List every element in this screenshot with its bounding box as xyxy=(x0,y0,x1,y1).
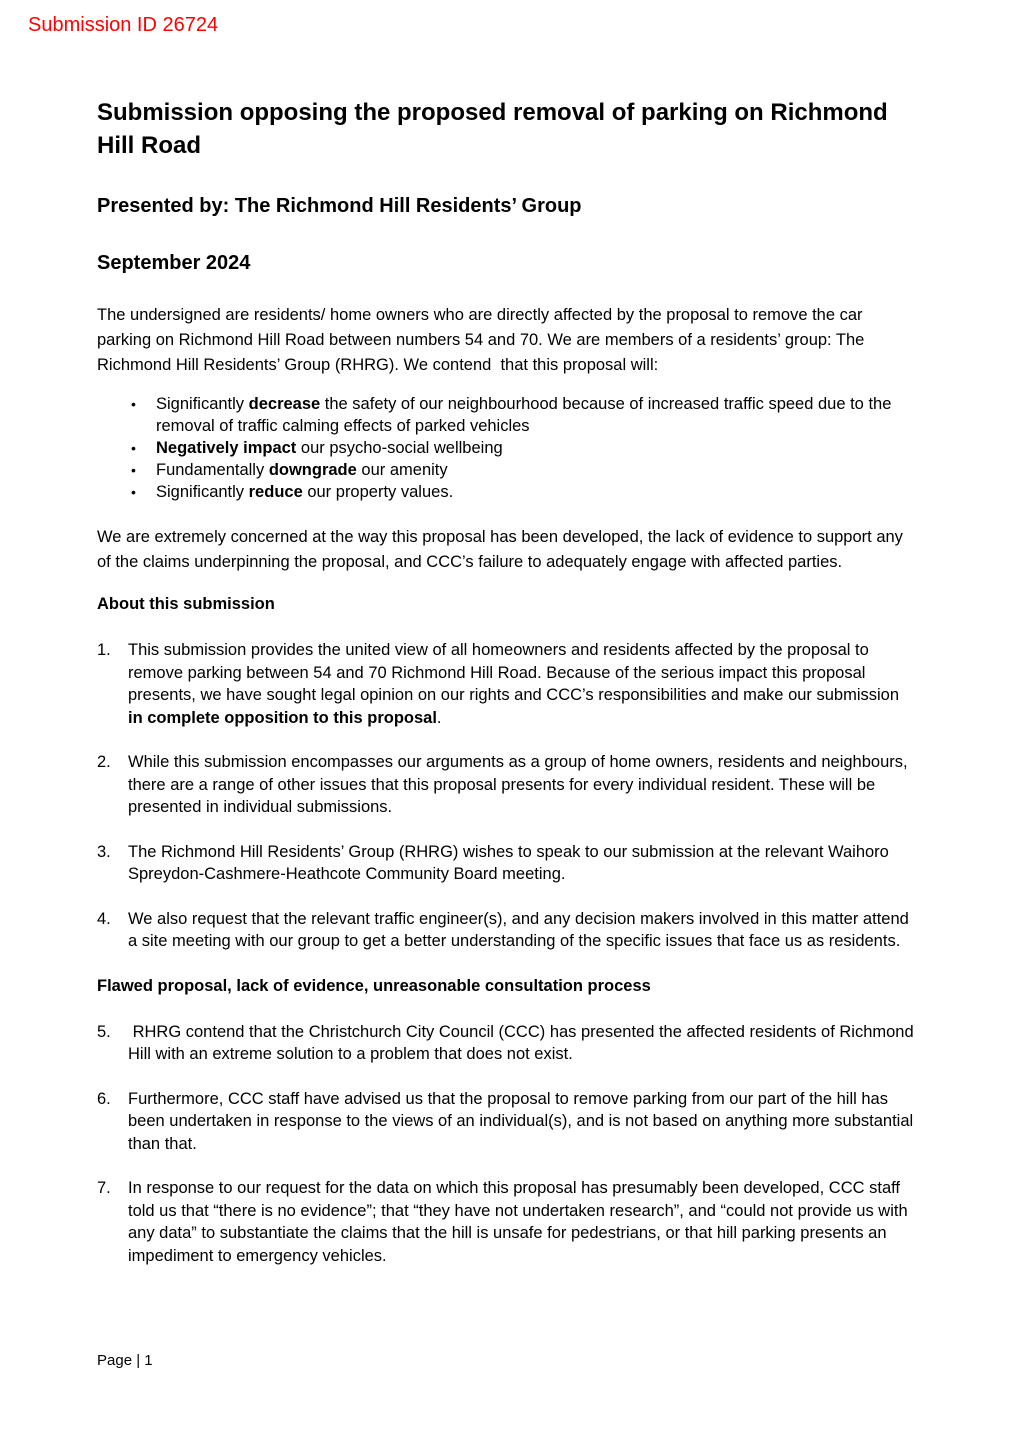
presented-by-heading: Presented by: The Richmond Hill Residents’ Group xyxy=(97,195,582,217)
numbered-list-item xyxy=(97,751,915,819)
item-number: 6. xyxy=(97,1089,111,1108)
bullet-icon: • xyxy=(131,462,136,478)
document-title: Submission opposing the proposed removal of parking on Richmond Hill Road xyxy=(97,99,895,159)
bullet-item-text: Negatively impact our psycho-social wellbeing xyxy=(156,439,503,457)
bullet-item-text: Significantly decrease the safety of our neighbourhood because of increased traffic speed due to the removal of traffic calming effects of parked vehicles xyxy=(156,395,896,435)
item-number: 4. xyxy=(97,909,111,928)
submission-id-label: Submission ID 26724 xyxy=(28,14,219,36)
numbered-list-item xyxy=(97,1021,919,1066)
item-number: 5. xyxy=(97,1022,111,1041)
bullet-icon: • xyxy=(131,396,136,412)
item-text: This submission provides the united view of all homeowners and residents affected by the proposal to remove parking between 54 and 70 Richmond Hill Road. Because of the serious impact this proposal presents, we have sought legal opinion on our rights and CCC’s responsibilities and make our submission in complete opposition to this proposal. xyxy=(128,641,904,727)
section-heading-flawed-proposal: Flawed proposal, lack of evidence, unreasonable consultation process xyxy=(97,976,651,995)
bullet-icon: • xyxy=(131,484,136,500)
item-text: We also request that the relevant traffic engineer(s), and any decision makers involved in this matter attend a site meeting with our group to get a better understanding of the specific issues that face us as residents. xyxy=(128,909,914,950)
about-numbered-list xyxy=(97,639,915,953)
item-number: 3. xyxy=(97,842,111,861)
numbered-list-item xyxy=(97,1177,915,1267)
numbered-list-item xyxy=(97,841,915,886)
numbered-list-item xyxy=(97,639,915,729)
item-number: 7. xyxy=(97,1179,111,1197)
bullet-list-item xyxy=(97,481,915,503)
page-number-footer: Page | 1 xyxy=(97,1352,153,1369)
numbered-list-item xyxy=(97,1088,918,1156)
numbered-list-item xyxy=(97,908,915,953)
item-text: Furthermore, CCC staff have advised us that the proposal to remove parking from our part of the hill has been undertaken in response to the views of an individual(s), and is not based on anything more substantial than that. xyxy=(128,1089,918,1153)
item-text: While this submission encompasses our arguments as a group of home owners, residents and neighbours, there are a range of other issues that this proposal presents for every individual resident. These will be presented in individual submissions. xyxy=(128,753,913,816)
bullet-icon: • xyxy=(131,440,136,456)
item-text: RHRG contend that the Christchurch City Council (CCC) has presented the affected residents of Richmond Hill with an extreme solution to a problem that does not exist. xyxy=(128,1022,919,1063)
concerns-paragraph: We are extremely concerned at the way this proposal has been developed, the lack of evidence to support any of the claims underpinning the proposal, and CCC’s failure to adequately engage with affected parties. xyxy=(97,528,908,571)
bullet-list-item xyxy=(97,393,915,437)
document-date-heading: September 2024 xyxy=(97,252,251,274)
intro-paragraph: The undersigned are residents/ home owners who are directly affected by the proposal to remove the car parking on Richmond Hill Road between numbers 54 and 70. We are members of a residents’ group: The Richmond Hill Residents’ Group (RHRG). We contend that this proposal will: xyxy=(97,306,869,374)
item-text: The Richmond Hill Residents’ Group (RHRG) wishes to speak to our submission at the relevant Waihoro Spreydon-Cashmere-Heathcote Community Board meeting. xyxy=(128,842,894,883)
section-heading-about: About this submission xyxy=(97,595,275,613)
flawed-proposal-numbered-list xyxy=(97,1021,919,1268)
item-text: In response to our request for the data on which this proposal has presumably been developed, CCC staff told us that “there is no evidence”; that “they have not undertaken research”, and “could not provide us with any data” to substantiate the claims that the hill is unsafe for pedestrians, or that hill parking presents an impediment to emergency vehicles. xyxy=(128,1179,913,1265)
item-number: 2. xyxy=(97,753,111,771)
impact-bullet-list xyxy=(97,393,915,503)
item-number: 1. xyxy=(97,641,111,659)
bullet-list-item xyxy=(97,437,915,459)
bullet-item-text: Fundamentally downgrade our amenity xyxy=(156,461,448,479)
bullet-list-item xyxy=(97,459,915,481)
bullet-item-text: Significantly reduce our property values. xyxy=(156,483,454,501)
